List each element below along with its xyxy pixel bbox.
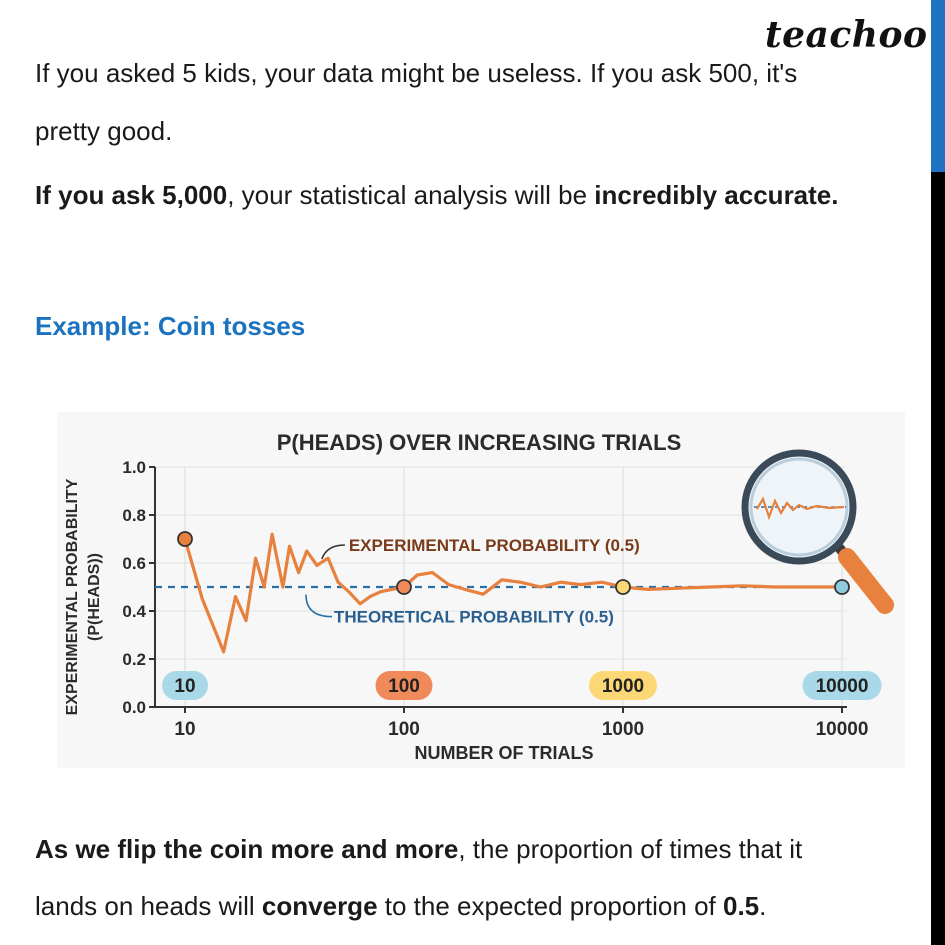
chart-title: P(HEADS) OVER INCREASING TRIALS — [276, 430, 682, 455]
trial-count-pill-label: 1000 — [601, 676, 645, 697]
scrollbar-thumb[interactable] — [931, 0, 945, 172]
paragraph-line — [35, 182, 915, 208]
paragraph-line — [35, 893, 915, 919]
x-axis-label: NUMBER OF TRIALS — [414, 743, 594, 763]
bold-text: incredibly accurate. — [594, 180, 839, 210]
paragraph-text: lands on heads will — [35, 891, 262, 921]
y-axis-label: EXPERIMENTAL PROBABILITY — [64, 478, 81, 716]
y-tick-label: 0.2 — [122, 650, 146, 669]
x-tick-label: 10 — [174, 719, 196, 740]
paragraph-text: If you asked 5 kids, your data might be useless. If you ask 500, it's — [35, 58, 798, 88]
trial-count-pill-label: 100 — [388, 676, 420, 697]
bold-text: As we flip the coin more and more — [35, 834, 459, 864]
data-point-marker — [835, 580, 849, 594]
y-tick-label: 0.0 — [122, 698, 146, 717]
theoretical-annotation: THEORETICAL PROBABILITY (0.5) — [333, 607, 614, 627]
bold-text: converge — [261, 891, 378, 921]
data-point-marker — [397, 580, 411, 594]
data-point-marker — [178, 532, 192, 546]
magnifier-handle — [847, 557, 885, 605]
paragraph-text: pretty good. — [35, 116, 173, 146]
annotation-leader — [306, 595, 332, 617]
y-tick-label: 0.8 — [122, 506, 146, 525]
annotation-leader — [322, 545, 345, 559]
paragraph-text: to the expected proportion of — [377, 891, 723, 921]
y-tick-label: 0.4 — [122, 602, 146, 621]
teachoo-logo: teachoo — [765, 14, 928, 56]
x-tick-label: 10000 — [815, 719, 869, 740]
paragraph-line — [35, 60, 915, 86]
x-tick-label: 100 — [388, 719, 420, 740]
bold-text: 0.5 — [722, 891, 760, 921]
paragraph-text: , your statistical analysis will be — [227, 180, 595, 210]
trial-count-pill-label: 10 — [174, 676, 196, 697]
experimental-annotation: EXPERIMENTAL PROBABILITY (0.5) — [348, 536, 640, 555]
data-point-marker — [616, 580, 630, 594]
bold-text: If you ask 5,000 — [35, 180, 228, 210]
trial-count-pill-label: 10000 — [815, 676, 869, 697]
x-tick-label: 1000 — [601, 719, 645, 740]
paragraph-text: , the proportion of times that it — [458, 834, 803, 864]
paragraph-text: . — [759, 891, 767, 921]
paragraph-line — [35, 836, 915, 862]
paragraph-line — [35, 118, 915, 144]
chart-svg — [57, 412, 905, 768]
y-tick-label: 0.6 — [122, 554, 146, 573]
chart-figure — [57, 412, 905, 768]
y-axis-label-2: (P(HEADS)) — [86, 553, 103, 641]
y-tick-label: 1.0 — [122, 458, 146, 477]
section-heading: Example: Coin tosses — [35, 311, 306, 341]
